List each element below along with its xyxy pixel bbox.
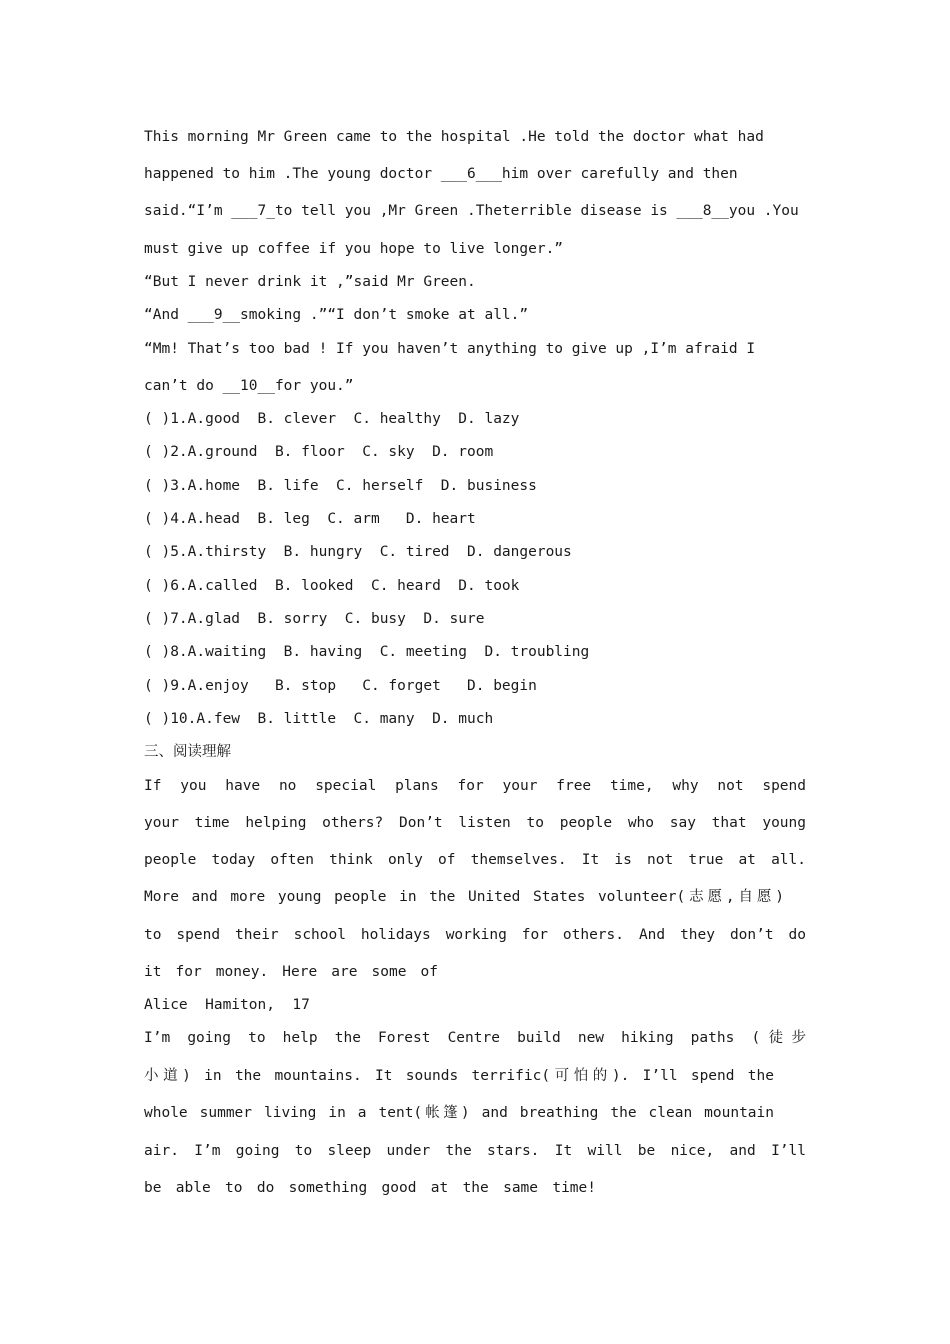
- person-line-2: 小道) in the mountains. It sounds terrific(可怕的). I’ll spend the: [144, 1068, 774, 1084]
- question-6: ( )6.A.called B. looked C. heard D. took: [144, 578, 520, 594]
- reading-line-5: to spend their school holidays working for others. And they don’t do: [144, 927, 806, 943]
- cloze-line-4: must give up coffee if you hope to live longer.”: [144, 241, 564, 257]
- person-line-5: be able to do something good at the same time!: [144, 1180, 596, 1196]
- cloze-line-8: can’t do __10__for you.”: [144, 378, 354, 394]
- person-header: Alice Hamiton, 17: [144, 997, 310, 1013]
- question-1: ( )1.A.good B. clever C. healthy D. lazy: [144, 411, 520, 427]
- person-line-4: air. I’m going to sleep under the stars. It will be nice, and I’ll: [144, 1143, 806, 1159]
- person-line-3: whole summer living in a tent(帐篷) and breathing the clean mountain: [144, 1105, 774, 1121]
- cloze-line-6: “And ___9__smoking .”“I don’t smoke at all.”: [144, 307, 529, 323]
- question-4: ( )4.A.head B. leg C. arm D. heart: [144, 511, 476, 527]
- cloze-line-5: “But I never drink it ,”said Mr Green.: [144, 274, 476, 290]
- reading-line-3: people today often think only of themselves. It is not true at all.: [144, 852, 806, 868]
- question-10: ( )10.A.few B. little C. many D. much: [144, 711, 494, 727]
- cloze-line-7: “Mm! That’s too bad ! If you haven’t anything to give up ,I’m afraid I: [144, 341, 756, 357]
- reading-line-4: More and more young people in the United States volunteer(志愿,自愿): [144, 889, 784, 905]
- question-8: ( )8.A.waiting B. having C. meeting D. troubling: [144, 644, 590, 660]
- section-heading: 三、阅读理解: [144, 744, 231, 760]
- question-9: ( )9.A.enjoy B. stop C. forget D. begin: [144, 678, 537, 694]
- cloze-line-2: happened to him .The young doctor ___6___him over carefully and then: [144, 166, 738, 182]
- question-3: ( )3.A.home B. life C. herself D. business: [144, 478, 537, 494]
- question-2: ( )2.A.ground B. floor C. sky D. room: [144, 444, 494, 460]
- reading-line-1: If you have no special plans for your free time, why not spend: [144, 778, 806, 794]
- reading-line-6: it for money. Here are some of: [144, 964, 438, 980]
- person-line-1: I’m going to help the Forest Centre build new hiking paths (徒步: [144, 1030, 806, 1046]
- reading-line-2: your time helping others? Don’t listen to people who say that young: [144, 815, 806, 831]
- cloze-line-3: said.“I’m ___7_to tell you ,Mr Green .Theterrible disease is ___8__you .You: [144, 203, 799, 219]
- cloze-line-1: This morning Mr Green came to the hospital .He told the doctor what had: [144, 129, 764, 145]
- question-7: ( )7.A.glad B. sorry C. busy D. sure: [144, 611, 485, 627]
- question-5: ( )5.A.thirsty B. hungry C. tired D. dangerous: [144, 544, 572, 560]
